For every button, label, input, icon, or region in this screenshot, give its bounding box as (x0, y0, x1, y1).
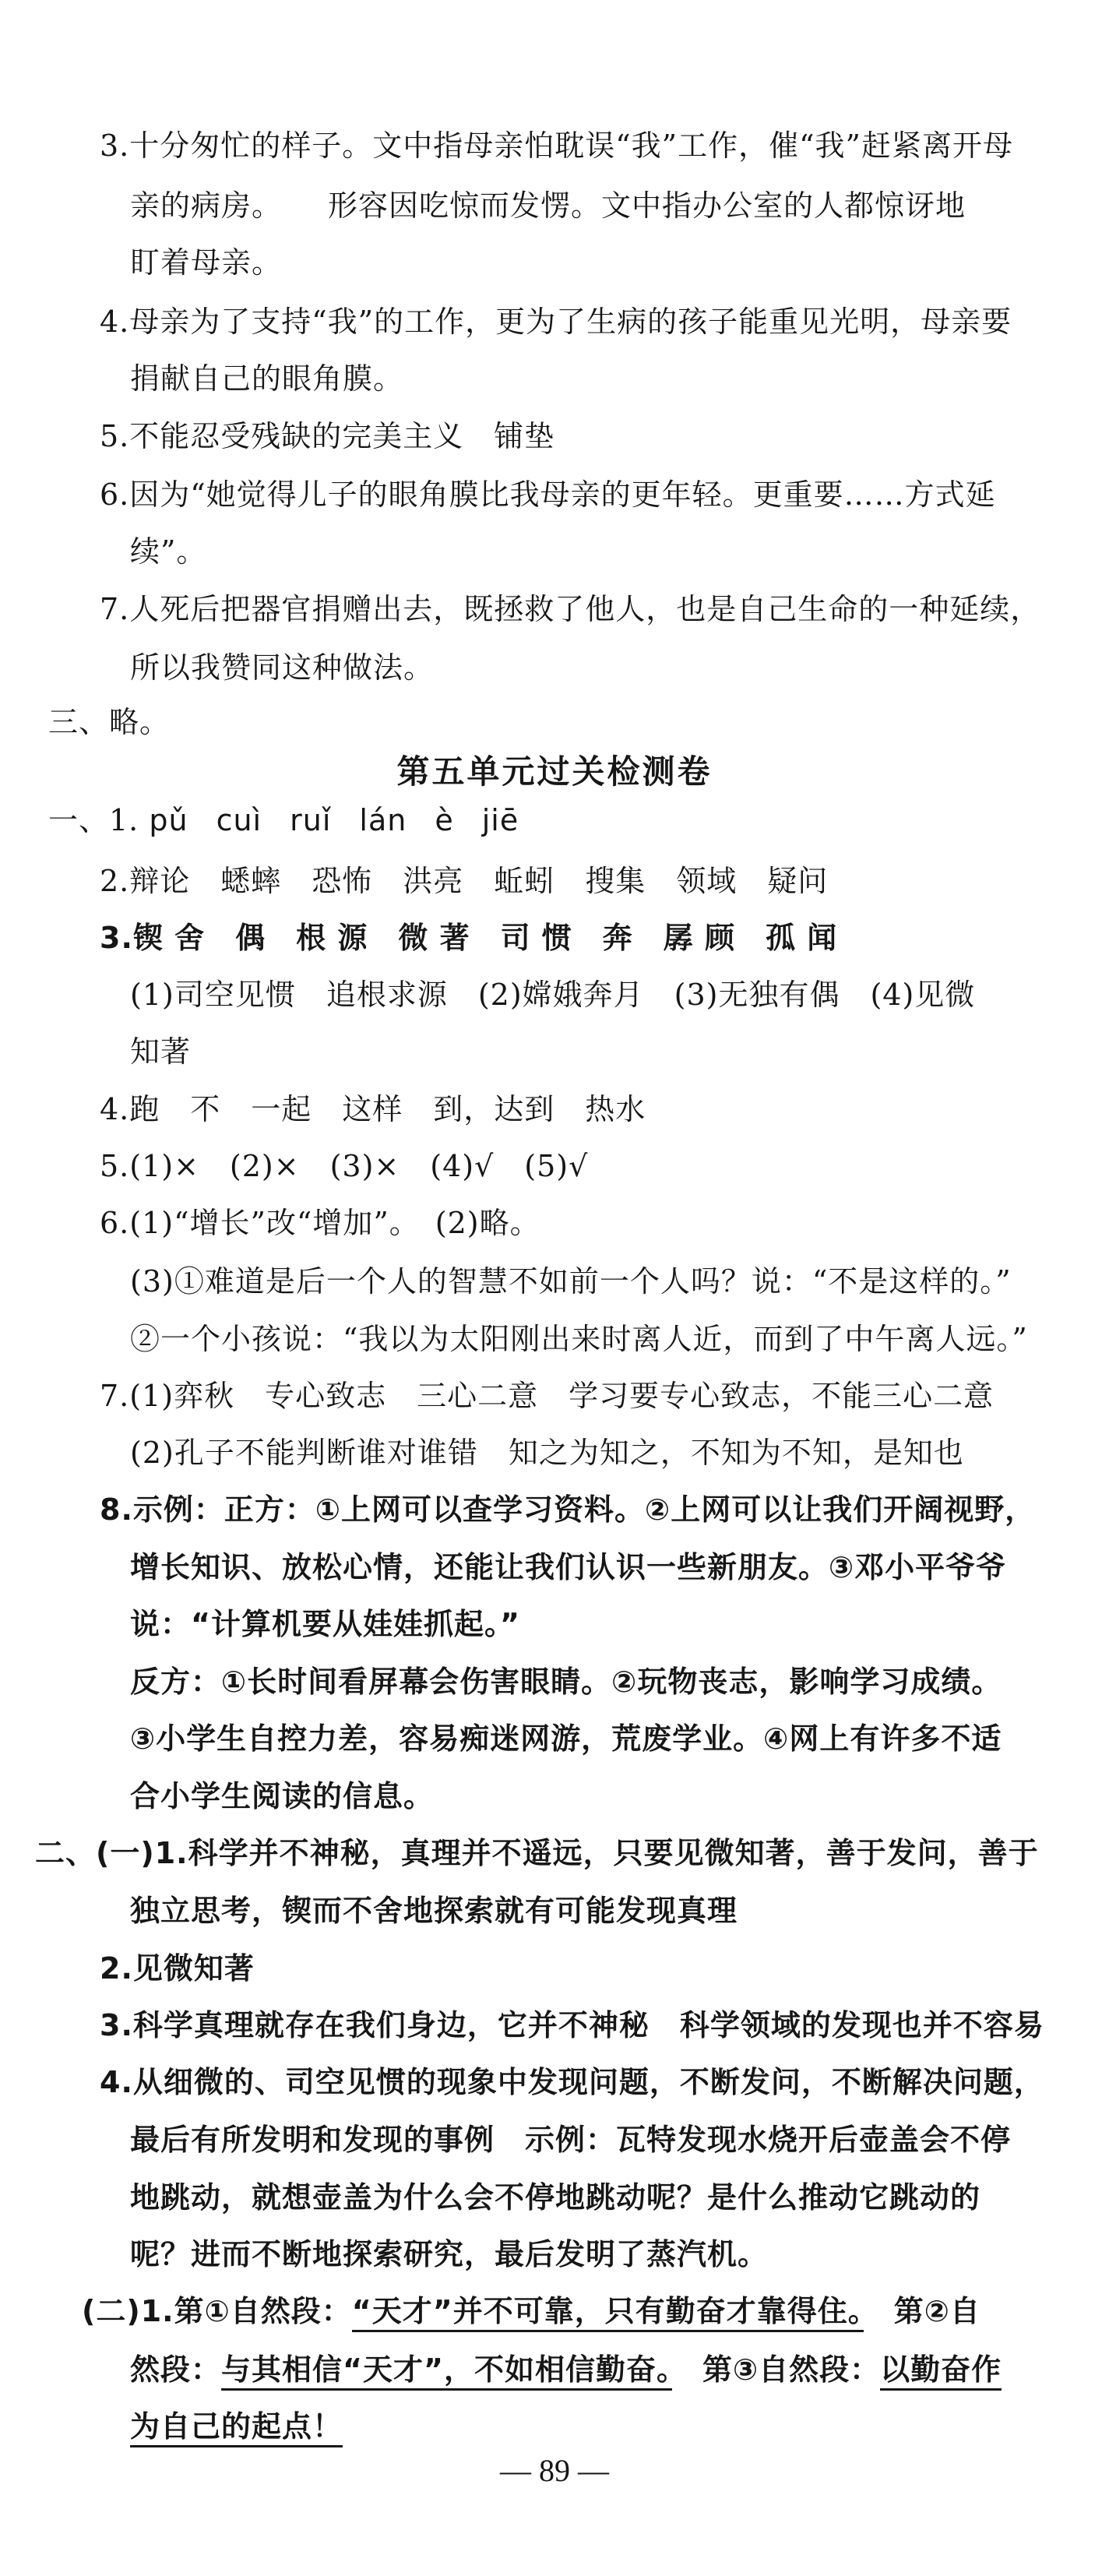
answer-line: 地跳动，就想壶盖为什么会不停地跳动呢？是什么推动它跳动的 (130, 2180, 981, 2215)
answer-line: 2.辩论 蟋蟀 恐怖 洪亮 蚯蚓 搜集 领域 疑问 (100, 864, 829, 898)
underlined-answer: 以勤奋作 (880, 2352, 1002, 2391)
underlined-answer: “天才”并不可靠，只有勤奋才靠得住。 (352, 2294, 864, 2332)
answer-line: 独立思考，锲而不舍地探索就有可能发现真理 (130, 1894, 738, 1928)
answer-line: 4.跑 不 一起 这样 到，达到 热水 (100, 1092, 646, 1126)
pinyin-item: lán (359, 803, 407, 837)
answer-line: 5.(1)× (2)× (3)× (4)√ (5)√ (100, 1149, 589, 1183)
answer-line: 呢？进而不断地探索研究，最后发明了蒸汽机。 (130, 2237, 769, 2271)
answer-line: (3)①难道是后一个人的智慧不如前一个人吗？说：“不是这样的。” (130, 1264, 1012, 1299)
answer-line: 4.从细微的、司空见惯的现象中发现问题，不断发问，不断解决问题， (100, 2065, 1044, 2099)
answer-line: 合小学生阅读的信息。 (130, 1779, 435, 1813)
answer-line: 7.(1)弈秋 专心致志 三心二意 学习要专心致志，不能三心二意 (100, 1379, 995, 1413)
answer-line: 8.示例：正方：①上网可以查学习资料。②上网可以让我们开阔视野， (100, 1492, 1036, 1527)
answer-line: 4.母亲为了支持“我”的工作，更为了生病的孩子能重见光明，母亲要 (100, 305, 1012, 339)
answer-line (82, 2296, 980, 2326)
answer-line (130, 2352, 1002, 2387)
answer-line (130, 2409, 343, 2444)
pinyin-item: jiē (481, 803, 519, 837)
answer-prefix: 然段： (130, 2352, 222, 2387)
underlined-answer: 为自己的起点！ (130, 2409, 343, 2447)
pinyin-line (48, 805, 547, 835)
answer-line: ③小学生自控力差，容易痴迷网游，荒废学业。④网上有许多不适 (130, 1721, 1002, 1756)
answer-line: 捐献自己的眼角膜。 (130, 361, 404, 396)
answer-line: (1)司空见惯 追根求源 (2)嫦娥奔月 (3)无独有偶 (4)见微 (130, 978, 976, 1012)
answer-line: 二、(一)1.科学并不神秘，真理并不遥远，只要见微知著，善于发问，善于 (35, 1836, 1039, 1870)
answer-line: 2.见微知著 (100, 1951, 255, 1986)
answer-line: 6.(1)“增长”改“增加”。 (2)略。 (100, 1206, 540, 1240)
pinyin-item: è (435, 803, 454, 837)
section-title: 第五单元过关检测卷 (396, 752, 713, 791)
pinyin-item: pǔ (149, 803, 188, 837)
answer-line: 说：“计算机要从娃娃抓起。” (130, 1607, 520, 1641)
pinyin-item: cuì (216, 803, 262, 837)
answer-line: 亲的病房。 形容因吃惊而发愣。文中指办公室的人都惊讶地 (130, 189, 966, 223)
answer-line: 最后有所发明和发现的事例 示例：瓦特发现水烧开后壶盖会不停 (130, 2123, 1012, 2157)
answer-prefix: (二)1.第①自然段： (82, 2294, 352, 2328)
page-number: — 89 — (500, 2453, 609, 2488)
answer-line: 3.科学真理就存在我们身边，它并不神秘 科学领域的发现也并不容易 (100, 2008, 1044, 2042)
answer-line: 知著 (130, 1034, 192, 1069)
question-number: 一、1. (48, 803, 139, 837)
answer-line: (2)孔子不能判断谁对谁错 知之为知之，不知为不知，是知也 (130, 1436, 964, 1470)
answer-line: 3.十分匆忙的样子。文中指母亲怕耽误“我”工作，催“我”赶紧离开母 (100, 129, 1013, 163)
answer-line: 3.锲 舍 偶 根 源 微 著 司 惯 奔 孱 顾 孤 闻 (100, 921, 838, 955)
answer-line: 反方：①长时间看屏幕会伤害眼睛。②玩物丧志，影响学习成绩。 (130, 1665, 1002, 1699)
answer-line: 7.人死后把器官捐赠出去，既拯救了他人，也是自己生命的一种延续， (100, 592, 1041, 626)
answer-text: 第②自 (863, 2294, 980, 2328)
answer-line: 三、略。 (48, 705, 171, 739)
answer-text: 第③自然段： (671, 2352, 881, 2387)
answer-line: 盯着母亲。 (130, 245, 283, 280)
pinyin-item: ruǐ (290, 803, 332, 837)
answer-line: 所以我赞同这种做法。 (130, 650, 435, 685)
answer-line: ②一个小孩说：“我以为太阳刚出来时离人近，而到了中午离人远。” (130, 1322, 1028, 1356)
answer-line: 续”。 (130, 534, 207, 569)
answer-line: 6.因为“她觉得儿子的眼角膜比我母亲的更年轻。更重要……方式延 (100, 477, 996, 512)
answer-line: 增长知识、放松心情，还能让我们认识一些新朋友。③邓小平爷爷 (130, 1550, 1007, 1584)
underlined-answer: 与其相信“天才”，不如相信勤奋。 (221, 2352, 672, 2391)
pinyin-list (149, 803, 547, 837)
answer-line: 5.不能忍受残缺的完美主义 铺垫 (100, 419, 555, 453)
